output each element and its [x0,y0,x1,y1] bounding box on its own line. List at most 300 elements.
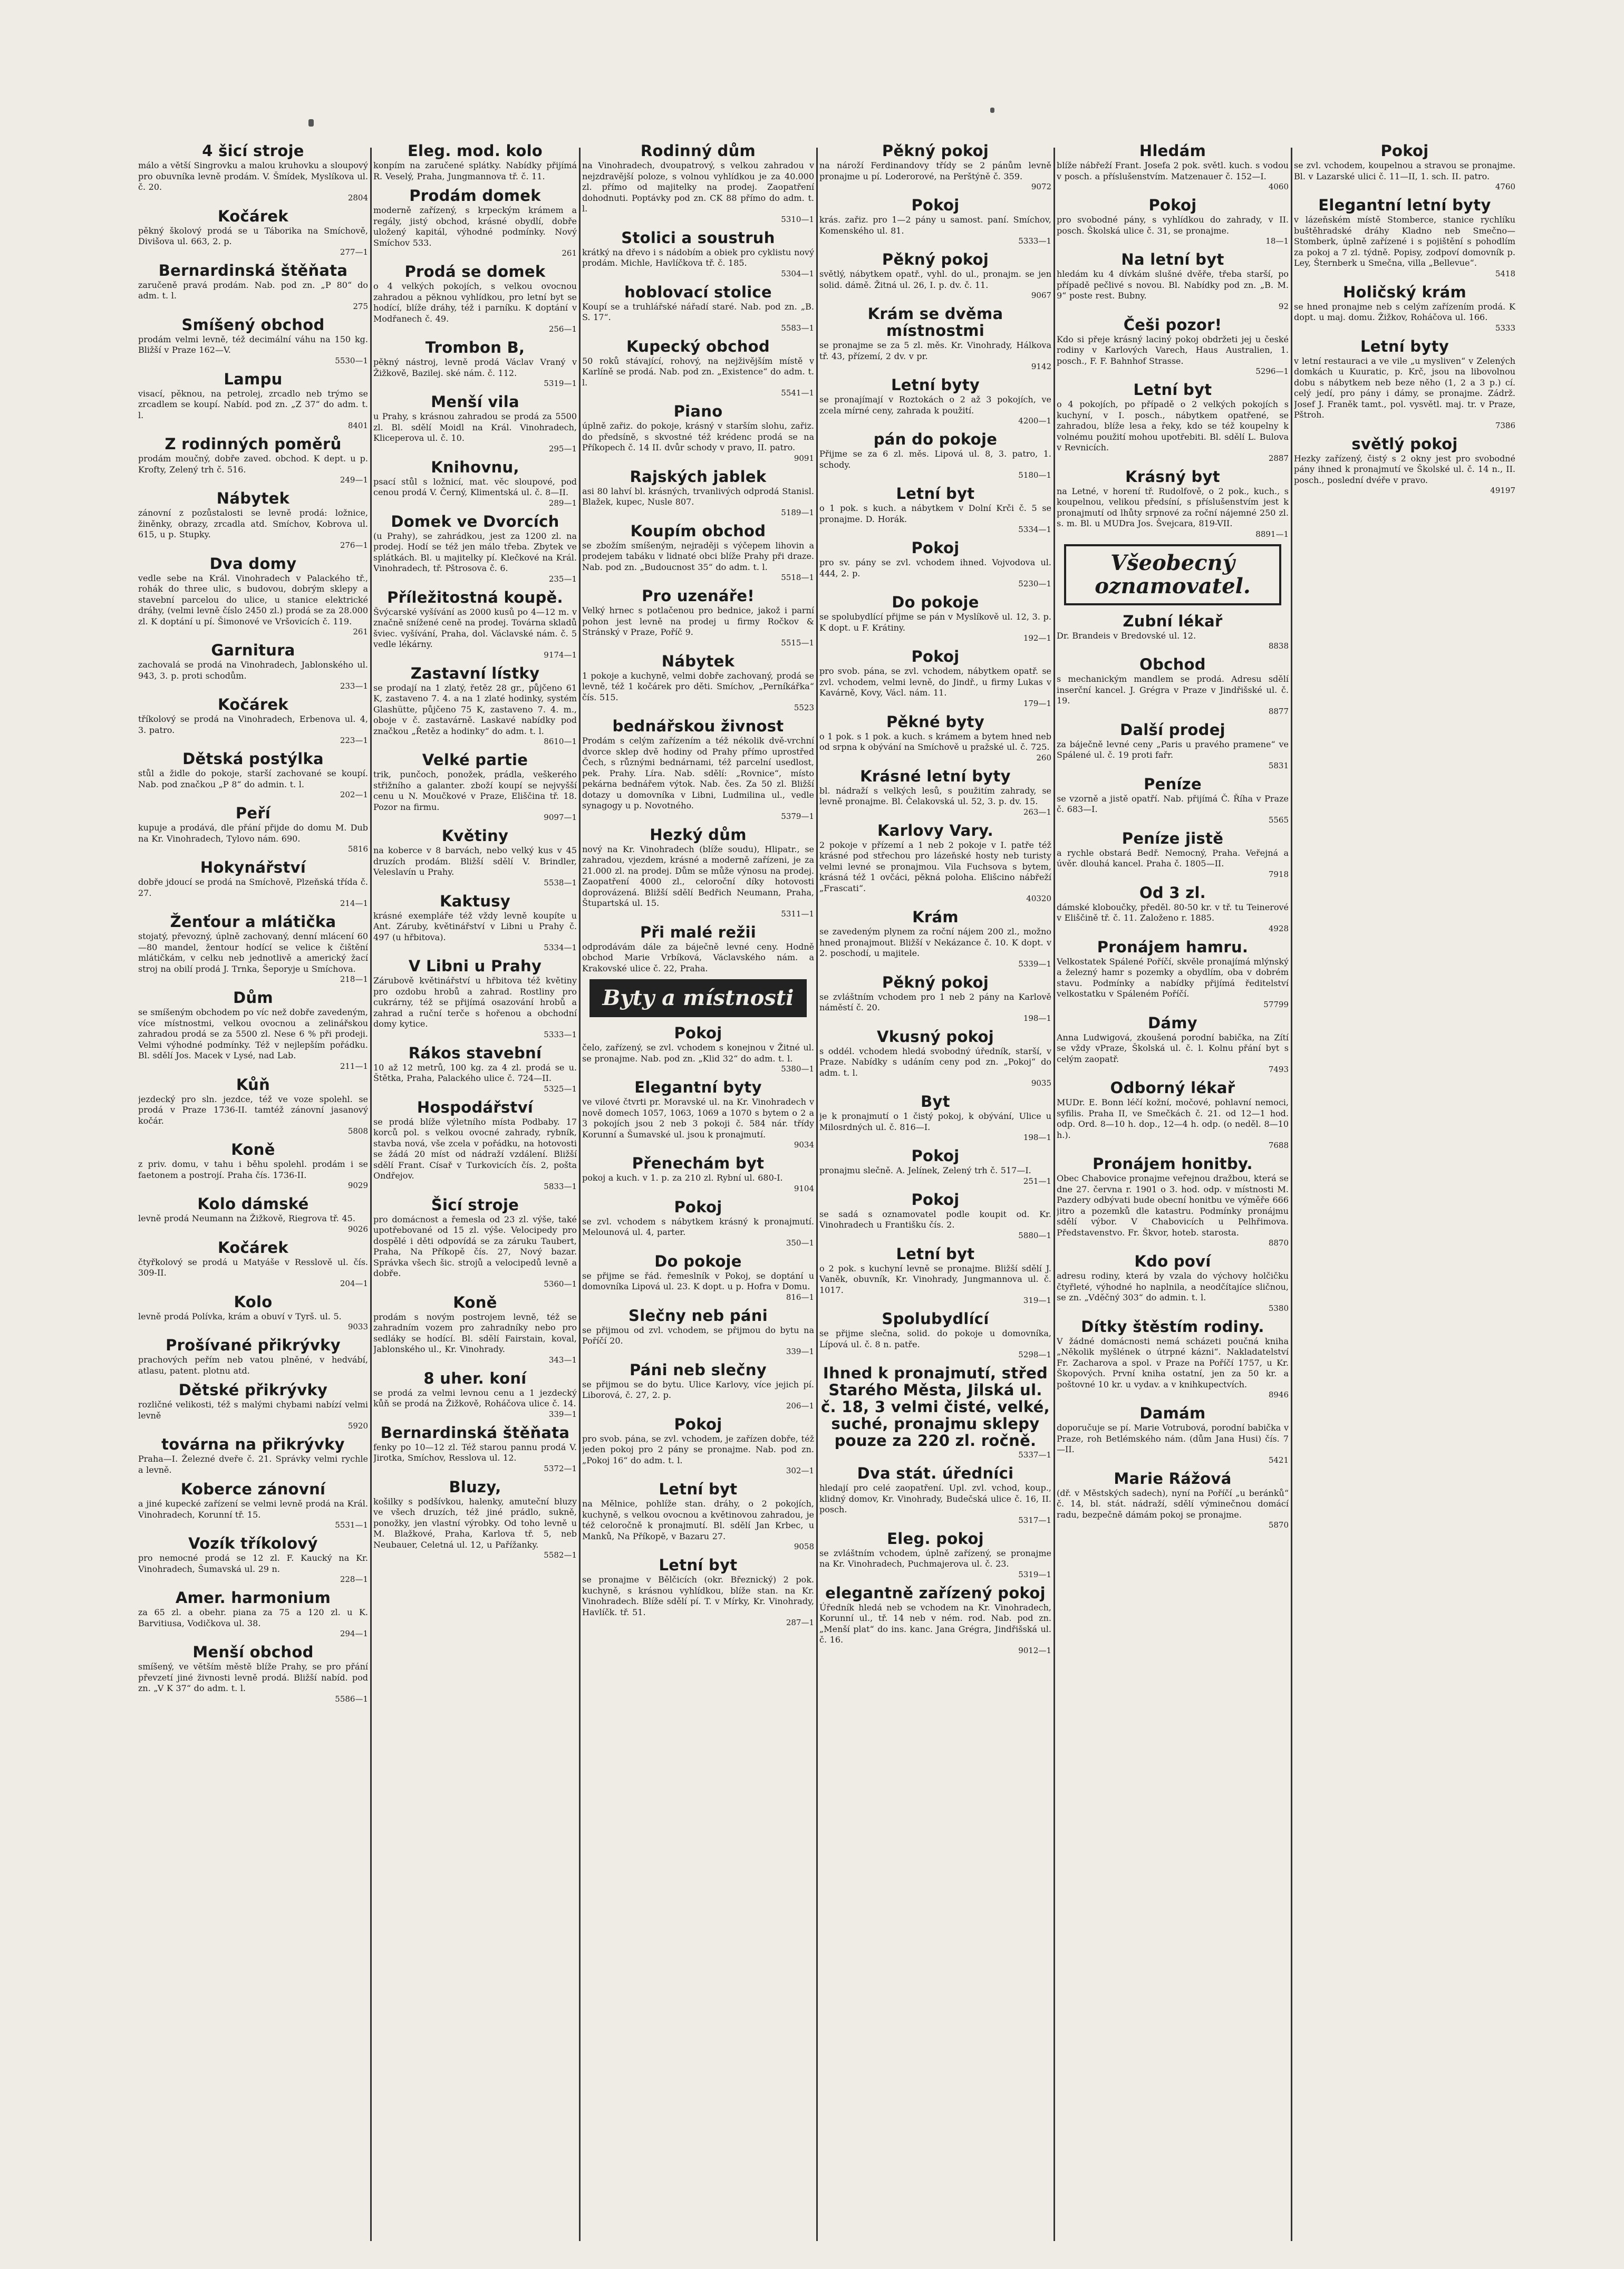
ad-reference-number: 40320 [1026,894,1051,903]
ad-headline: továrna na přikrývky [161,1435,345,1453]
ad-reference-number: 263—1 [1023,807,1051,817]
ad-reference-number: 5523 [794,703,814,712]
ad-text: Prodám s celým zařízením a též nékolik dvě-vrchní dvorce sklep dvě hodiny od Prahy přímo uprostřed Čech, s různými bednárnami, též parcelní usedlost, pek. Prahy. Líra. Nab. sdělí: „Rovnice“, místo pekárna bednářem výtok. Nab. čes. Za 50 zl. Bližší dotazy u domovníka v Libni, Ludmilina ul., vedle synagogy u p. Novotného. [582,736,814,810]
ad-text: světlý, nábytkem opatř., vyhl. do ul., pronajm. se jen solid. dámě. Žitná ul. 26, I. p. dv. č. 11. [819,269,1051,290]
ad-reference-number: 202—1 [340,790,368,799]
ad-headline: Příležitostná koupě. [387,588,563,606]
classified-ad [1057,1405,1289,1465]
classified-ad [1294,338,1515,430]
ad-text: o 2 pok. s kuchyní levně se pronajme. Bližší sdělí J. Vaněk, obuvník, Kr. Vinohrady, Jungmannova ul. č. 1017. [819,1263,1051,1295]
ad-reference-number: 214—1 [340,899,368,908]
ad-reference-number: 5816 [347,844,368,854]
ad-reference-number: 5920 [347,1421,368,1431]
ad-text: 10 až 12 metrů, 100 kg. za 4 zl. prodá se u. Štětka, Praha, Palackého ulice č. 724—II. [373,1062,577,1083]
classified-ad [138,1293,368,1332]
classified-ad [373,1196,577,1289]
classified-ad [582,229,814,278]
ad-reference-number: 5230—1 [1018,579,1051,588]
ad-reference-number: 5582—1 [544,1550,577,1560]
classified-ad [138,1436,368,1475]
ad-text: pro nemocné prodá se 12 zl. F. Kaucký na Kr. Vinohradech, Šumavská ul. 29 n. [138,1553,368,1574]
ad-text: V žádné domácnosti nemá scházeti poučná kniha „Několik myšlének o útrpné kázni“. Nakladatelství Fr. Zacharova a spol. v Praze na Poříčí 1757, u Kr. Škopových. První kniha ostatní, jen za 50 kr. a poštovné 10 kr. u vydav. a v knihkupectvích. [1057,1336,1289,1389]
ad-text: moderně zařízený, s krpeckým krámem a regály, jistý obchod, krásné obydlí, dobře uložený kapitál, výhodné podmínky. Nový Smíchov 533. [373,205,577,248]
ad-column-3 [582,142,814,2241]
ad-headline: Dítky štěstím rodiny. [1081,1317,1264,1336]
classified-ad [1057,776,1289,825]
ad-headline: pán do pokoje [873,430,998,448]
ad-text: pro svob. pána, se zvl. vchodem, nábytkem opatř. se zvl. vchodem, velmi levně, do Jindř., u firmy Lukas v Kavárně, Kovy, Václ. nám. 11. [819,666,1051,698]
ad-text: prodám moučný, dobře zaved. obchod. K dept. u p. Krofty, Zelený trh č. 516. [138,453,368,475]
ad-headline: Nábytek [661,652,735,670]
ad-headline: Prodám domek [409,187,541,205]
ad-headline: Pokoj [911,1147,960,1165]
classified-ad [582,1253,814,1302]
ad-text: visací, pěknou, na petrolej, zrcadlo neb trýmo se zrcadlem se koupí. Nabíd. pod zn. „Z 37“ do adm. t. l. [138,388,368,420]
classified-ad [582,1155,814,1193]
ad-reference-number: 5530—1 [335,355,368,365]
ad-headline: Pěkné byty [886,712,985,731]
classified-ad [582,1079,814,1150]
ad-headline: Dětské přikrývky [178,1381,328,1399]
ad-reference-number: 2804 [347,192,368,202]
classified-ad [373,339,577,388]
ad-reference-number: 5421 [1268,1455,1289,1465]
ad-text: se pronajímají v Roztokách o 2 až 3 pokojích, ve zcela mírné ceny, zahrada k použití. [819,394,1051,416]
ad-reference-number: 8891—1 [1255,529,1289,539]
classified-ad [373,827,577,887]
classified-ad [582,587,814,648]
ad-reference-number: 9012—1 [1018,1645,1051,1655]
classified-ad [373,1424,577,1473]
ad-text: MUDr. E. Bonn léčí kožní, močové, pohlavní nemoci, syfilis. Praha II, ve Smečkách č. 21. od 12—1 hod. odp. Ord. 8—10 h. dop., 12—4 h. odp. (o neděl. 8—10 h.). [1057,1097,1289,1140]
ad-headline: Slečny neb páni [629,1306,768,1325]
ad-headline: Ihned k pronajmutí, střed Starého Města, Jilská ul. č. 18, 3 velmi čisté, velké, suché, pronajmu sklepy pouze za 220 zl. ročně. [821,1364,1050,1450]
ad-reference-number: 57799 [1263,999,1289,1009]
ad-reference-number: 4060 [1268,182,1289,191]
ad-reference-number: 5339—1 [1018,959,1051,969]
ad-text: fenky po 10—12 zl. Též starou pannu prodá V. Jirotka, Smíchov, Resslova ul. 12. [373,1442,577,1463]
ad-reference-number: 4760 [1495,182,1515,191]
ad-reference-number: 9033 [347,1322,368,1331]
classified-ad [1057,468,1289,539]
classified-ad [582,284,814,333]
ad-headline: Menší vila [431,393,519,411]
ad-reference-number: 179—1 [1023,698,1051,708]
classified-ad [1294,436,1515,496]
ad-reference-number: 5583—1 [781,323,814,333]
classified-ad [819,713,1051,762]
ad-headline: Letní byty [891,376,980,394]
ad-reference-number: 5334—1 [1018,525,1051,534]
ad-headline: Do pokoje [654,1252,742,1270]
ad-text: s oddél. vchodem hledá svobodný úředník, starší, v Praze. Nabídky s udáním ceny pod zn. „Pokoj“ do adm. t. l. [819,1046,1051,1078]
ad-reference-number: 4928 [1268,923,1289,933]
classified-ad [819,822,1051,904]
column-rule [1291,148,1292,2241]
ad-text: je k pronajmutí o 1 čistý pokoj, k obývání, Ulice u Milosrdných ul. č. 816—I. [819,1111,1051,1132]
ad-reference-number: 249—1 [340,475,368,485]
ad-headline: Trombon B, [425,339,525,356]
ad-headline: Karlovy Vary. [877,821,993,839]
classified-ad [582,826,814,919]
ad-headline: Garnitura [211,641,295,659]
ad-text: o 4 velkých pokojích, s velkou ovocnou zahradou a pěknou vyhlídkou, pro letní byt se hodící, blíže dráhy, též i parníku. K doptání v Modřanech č. 49. [373,281,577,324]
ad-text: smíšený, ve větším městě blíže Prahy, se pro přání převzetí jiné živnosti levně prodá. Bližší nabíd. pod zn. „V K 37“ do adm. t. l. [138,1662,368,1693]
classified-ad [138,750,368,799]
ad-reference-number: 275 [353,301,368,311]
classified-ad [582,653,814,713]
ad-headline: Rodinný dům [640,142,756,160]
ad-headline: Elegantní letní byty [1318,196,1491,214]
ad-text: levně prodá Polívka, krám a obuví v Tyrš. ul. 5. [138,1311,342,1321]
ad-text: nový na Kr. Vinohradech (blíže soudu), Hlipatr., se zahradou, vjezdem, krásné a moderně zařízeni, je za 21.000 zl. na prodej. Dům se může výnosu na prodej. Zaopatření 4000 zl., celoroční díky hotovosti doprovázená. Bližší sdělí Bedřich Neumann, Praha, Štupartská ul. 15. [582,844,814,908]
ad-headline: Eleg. mod. kolo [407,142,543,160]
ad-text: psací stůl s ložnicí, mat. věc sloupové, pod cenou prodá V. Černý, Klimentská ul. č. 8—II. [373,476,577,497]
classified-ad [819,974,1051,1023]
ad-text: se zvláštním vchodem pro 1 neb 2 pány na Karlově náměstí č. 20. [819,991,1051,1012]
classified-ad [819,1310,1051,1359]
ad-text: konpím na zaručené splátky. Nabídky přijímá R. Veselý, Praha, Jungmannova tř. č. 11. [373,160,577,181]
ad-reference-number: 5831 [1268,760,1289,770]
ad-text: dámské kloboučky, předěl. 80-50 kr. v tř. tu Teinerové v Eliščině tř. č. 11. Založeno r. 1885. [1057,902,1289,923]
ad-headline: Holičský krám [1342,283,1467,301]
ad-text: dobře jdoucí se prodá na Smíchově, Plzeňská třída č. 27. [138,877,368,898]
classified-ad [582,1199,814,1248]
ad-headline: Peníze [1144,775,1202,793]
ad-text: na Vinohradech, dvoupatrový, s velkou zahradou v nejzdravější poloze, s volnou vyhlídkou je za 40.000 zl. přímo od majitelky na prodej. Zaopatření dohodnuti. Poptávky pod zn. CK 88 přímo do adm. t. l. [582,160,814,214]
classified-ad [819,539,1051,588]
ad-text: prodám s novým postrojem levně, též se zahradním vozem pro zahradníky nebo pro sedláky se hodící. Bl. sdělí Fairstain, koval, Jablonského ul., Kr. Vinohrady. [373,1311,577,1354]
classified-ad [373,393,577,453]
ad-headline: Pronájem honitby. [1093,1155,1253,1173]
ad-headline: Koupím obchod [630,522,766,540]
classified-ad [138,642,368,691]
classified-ad [819,1245,1051,1306]
ad-headline: Peníze jistě [1122,829,1224,847]
ad-text: se zvl. vchodem s nábytkem krásný k pronajmutí. Melounová ul. 4, parter. [582,1216,814,1237]
ad-headline: Kaktusy [439,892,511,910]
ad-text: za 65 zl. a obehr. piana za 75 a 120 zl. u K. Barvitiusa, Vodičkova ul. 38. [138,1607,368,1628]
ad-reference-number: 9026 [347,1224,368,1234]
classified-ad [582,1362,814,1411]
ad-reference-number: 5538—1 [544,877,577,887]
ad-reference-number: 816—1 [786,1292,814,1302]
classified-ad [138,262,368,311]
ad-reference-number: 7493 [1268,1065,1289,1074]
ad-reference-number: 8877 [1268,706,1289,716]
ad-reference-number: 251—1 [1023,1176,1051,1186]
ad-headline: Zubní lékař [1123,612,1223,630]
ad-reference-number: 5333—1 [544,1029,577,1039]
ad-text: se hned pronajme neb s celým zařízením prodá. K dopt. u maj. domu. Žižkov, Roháčova ul. 166. [1294,301,1515,322]
column-rule [816,148,818,2241]
ad-headline: Spolubydlící [882,1310,989,1328]
ad-text: se prodají na 1 zlatý, řetěz 28 gr., půjčeno 61 K, zastaveno 7. 4. a na 1 zlaté hodinky, systém Glashütte, půjčeno 75 K, zastaveno 7. 4. m., oboje v č. zastavárně. Laskavé nabídky pod značkou „Řetěz a hodinky“ do adm. t. l. [373,682,577,736]
ad-text: pro svob. pána, se zvl. vchodem, je zařízen dobře, též jeden pokoj pro 2 pány se pronajme. Nab. pod zn. „Pokoj 16“ do adm. t. l. [582,1433,814,1465]
ad-text: rozličné velikosti, též s malými chybami nabízí velmi levně [138,1399,368,1421]
classified-ad [138,1337,368,1376]
ad-headline: Kočárek [217,207,288,225]
classified-ad [138,859,368,908]
ad-reference-number: 343—1 [548,1355,577,1365]
classified-ad [373,1045,577,1094]
ad-reference-number: 4200—1 [1018,416,1051,426]
ad-text: na Letné, v horení tř. Rudolfově, o 2 pok., kuch., s koupelnou, velikou předsíní, s příslušenstvím jest k pronajmutí od lhůty srpnové za roční nájemné 250 zl. s. m. Bl. u MUDra Jos. Švejcara, 819-VII. [1057,486,1289,528]
ad-headline: Letní byty [1360,337,1449,355]
ad-reference-number: 5833—1 [544,1181,577,1191]
classified-ad [138,1382,368,1431]
ad-headline: Letní byt [896,1244,975,1263]
ad-reference-number: 5298—1 [1018,1350,1051,1359]
classified-ad [1294,197,1515,278]
classified-ad [373,589,577,660]
ad-reference-number: 5379—1 [781,811,814,821]
ad-text: Velkostatek Spálené Poříčí, skvěle pronajímá mlýnský a železný hamr s pozemky a obydlím, oba v dobrém stavu. Podmínky a nabídky přijímá ředitelství velkostatku v Spáleném Poříčí. [1057,956,1289,999]
ad-headline: Krásné letní byty [860,767,1011,785]
ad-reference-number: 260 [1036,752,1051,762]
ad-headline: 8 uher. koní [423,1369,527,1387]
ad-headline: Vkusný pokoj [877,1027,994,1046]
ad-headline: Kolo dámské [197,1195,309,1213]
classified-ad [138,1644,368,1704]
classified-ad [138,555,368,637]
ad-reference-number: 9174—1 [544,650,577,660]
ad-headline: Dva domy [209,554,297,573]
ad-text: trik, punčoch, ponožek, prádla, veškerého střižního a galanter. zboží koupí se nejvyšší cenu u N. Moučkové v Praze, Eliščina tř. 18. Pozor na firmu. [373,769,577,812]
ad-reference-number: 8401 [347,421,368,430]
ad-text: levně prodá Neumann na Žižkově, Riegrova tř. 45. [138,1213,355,1223]
ad-headline: hoblovací stolice [624,283,772,301]
ad-headline: Hospodářství [417,1098,534,1116]
ad-headline: Hezký dům [650,825,747,844]
ad-reference-number: 9097—1 [544,813,577,822]
ad-text: hledají pro celé zaopatření. Upl. zvl. vchod, koup., klidný domov, Kr. Vinohrady, Budečská ulice č. 16, II. posch. [819,1483,1051,1514]
ad-headline: Koně [453,1293,497,1311]
ad-column-1 [138,142,368,2241]
ad-text: s mechanickým mandlem se prodá. Adresu sdělí inserční kancel. J. Grégra v Praze v Jindřišské ul. č. 19. [1057,674,1289,706]
ad-reference-number: 218—1 [340,974,368,984]
ad-reference-number: 5880—1 [1018,1230,1051,1240]
ad-reference-number: 18—1 [1265,236,1289,246]
ad-reference-number: 9029 [347,1181,368,1190]
ad-reference-number: 233—1 [340,681,368,691]
ad-headline: Odborný lékař [1110,1079,1235,1097]
ad-text: kupuje a prodává, dle přání přijde do domu M. Dub na Kr. Vinohradech, Tylovo nám. 690. [138,823,368,844]
ad-text: pěkný školový prodá se u Táborika na Smíchově, Divišova ul. 663, 2. p. [138,225,368,246]
ad-reference-number: 287—1 [786,1618,814,1627]
ad-headline: Velké partie [422,751,528,769]
classified-ad [138,1239,368,1288]
classified-ad [582,1481,814,1551]
ad-text: v lázeňském místě Stomberce, stanice rychlíku buštěhradské dráhy Kladno neb Smečno—Stomberk, úplně zařízené i s pojištění s pohodlím za pokoj a 7 zl. týdně. Popisy, zodpoví domovník p. Ley, Šternberk u Smečna, villa „Bellevue“. [1294,215,1515,268]
ad-reference-number: 7918 [1268,869,1289,879]
classified-ad [582,718,814,821]
ad-reference-number: 211—1 [340,1061,368,1071]
ad-text: zánovní z pozůstalosti se levně prodá: ložnice, žiněnky, obrazy, zrcadla atd. Smíchov, Kobrova ul. 615, u p. Stupky. [138,508,368,539]
ad-text: se přijmou se do bytu. Ulice Karlovy, více jejich pí. Liborová, č. 27, 2. p. [582,1379,814,1400]
ad-text: se prodá blíže výletního místa Podbaby. 17 korců pol. s velkou ovocné zahrady, rybník, stavba nová, vše zcela v pořádku, na hotovosti se žádá 20 míst od nádraží vzdálení. Bližší sdělí Frant. Císař v Turkovicích čís. 2, pošta Ondřejov. [373,1116,577,1181]
classified-ad [582,924,814,974]
ad-text: (dř. v Městských sadech), nyní na Poříčí „u beránků“ č. 14, bl. stát. nádraží, sdělí výminečnou domácí radu, bezpečně dámám pokoj se pronajme. [1057,1488,1289,1520]
ad-headline: Pro uzenáře! [642,587,755,605]
classified-ad [1057,939,1289,1009]
classified-ad [373,459,577,508]
ad-reference-number: 7688 [1268,1141,1289,1150]
ad-headline: Pronájem hamru. [1097,938,1249,956]
ad-text: Koupí se a truhlářské nářadí staré. Nab. pod zn. „B. S. 17“. [582,301,814,322]
section-banner: Všeobecný oznamovatel. [1064,544,1281,605]
ad-text: se přijmou od zvl. vchodem, se přijmou do bytu na Poříčí 20. [582,1325,814,1346]
ad-reference-number: 319—1 [1023,1296,1051,1305]
classified-ad [819,909,1051,969]
ad-text: Švýcarské vyšívání as 2000 kusů po 4—12 m. v značně snížené ceně na prodej. Továrna skladů šviec. vyšívání, Praha, dol. Václavské nám. č. 5 vedle lékárny. [373,606,577,649]
ad-reference-number: 92 [1278,301,1289,311]
ad-text: čtyřkolový se prodá u Matyáše v Resslově ul. čís. 309-II. [138,1257,368,1278]
ad-text: adresu rodiny, která by vzala do výchovy holčičku čtyřleté, výhodné ho naplnila, a neodčítajíce sličnou, se zn. „Vděčný 303“ do admin. t. l. [1057,1271,1289,1302]
ad-reference-number: 5515—1 [781,638,814,648]
ad-reference-number: 5333 [1495,323,1515,333]
ad-reference-number: 339—1 [548,1409,577,1419]
ad-reference-number: 5317—1 [1018,1515,1051,1525]
ad-headline: Na letní byt [1121,250,1224,268]
classified-ad [819,431,1051,480]
ad-headline: Hledám [1139,142,1206,160]
section-banner: Byty a místnosti [589,979,807,1017]
ad-reference-number: 5311—1 [781,909,814,919]
classified-ad [819,1585,1051,1655]
classified-ad [582,523,814,583]
ad-headline: Květiny [441,827,509,845]
ad-headline: Koně [231,1141,275,1158]
classified-ad [582,403,814,463]
ad-headline: Letní byt [659,1556,738,1574]
ad-text: na nároží Ferdinandovy třídy se 2 pánům levně pronajme u pí. Loderorové, na Perštýně č. 359. [819,160,1051,181]
ad-text: Úředník hledá neb se vchodem na Kr. Vinohradech, Korunní ul., tř. 14 neb v ném. rod. Nab. pod zn. „Menší plat“ do ins. kanc. Jana Grégra, Jindřišská ul. č. 16. [819,1602,1051,1645]
ad-headline: Pokoj [1148,196,1197,214]
ad-reference-number: 9091 [794,453,814,463]
ad-headline: Prošívané přikrývky [166,1336,341,1354]
ad-text: jezdecký pro sln. jezdce, též ve voze spolehl. se prodá v Praze 1736-II. tamtéž zánovní jasanový kočár. [138,1094,368,1126]
ad-headline: Dámy [1148,1013,1197,1032]
classified-ad [1057,1079,1289,1150]
classified-ad [373,513,577,584]
ad-headline: Eleg. pokoj [887,1529,984,1548]
ad-reference-number: 7386 [1495,420,1515,430]
classified-ad [138,208,368,257]
ad-text: pokoj a kuch. v 1. p. za 210 zl. Rybní ul. 680-I. [582,1173,783,1183]
classified-ad [373,893,577,953]
ad-text: na koberce v 8 barvách, nebo velký kus v 45 druzích prodám. Bližší sdělí V. Brindler, Veleslavín u Prahy. [373,845,577,877]
ad-headline: Páni neb slečny [629,1360,767,1379]
ad-reference-number: 9035 [1031,1078,1051,1088]
ad-headline: Bernardinská štěňata [380,1423,570,1442]
classified-ad [582,1416,814,1476]
ad-headline: Marie Rážová [1114,1469,1232,1488]
ad-reference-number: 5372—1 [544,1463,577,1473]
classified-ad [138,913,368,984]
classified-ad [819,594,1051,643]
ad-headline: Kočárek [217,696,288,713]
ad-text: prachových peřím neb vatou plněné, v hedvábí, atlasu, patent. plotnu atd. [138,1355,368,1376]
ad-text: košilky s podšívkou, halenky, amuteční bluzy ve všech druzích, též jiné prádlo, sukně, ponožky, jen vlastní výrobky. Od toho levně u M. Blažkové, Praha, Karlova tř. 5, neb Neubauer, Celetná ul. 12, u Pařížanky. [373,1496,577,1550]
classified-ad [1057,1318,1289,1400]
ad-headline: Krám [912,908,959,926]
classified-ad [819,485,1051,534]
ad-text: se prodá za velmi levnou cenu a 1 jezdecký kůň se prodá na Žižkově, Roháčova ulice č. 14. [373,1387,577,1408]
ad-text: (u Prahy), se zahrádkou, jest za 1200 zl. na prodej. Hodí se též jen málo třeba. Zbytek ve splátkách. Bl. u majitelky pí. Klečkové na Král. Vinohradech, tř. Pštrosova č. 6. [373,530,577,573]
ad-headline: Piano [673,402,723,420]
classified-ad [819,142,1051,191]
ad-text: v letní restauraci a ve vile „u mysliven“ v Zelených domkách u Kuuratic, p. Krč, jsou na libovolnou dobu s nábytkem neb beze něho (1, 2 a 3 p.) cí. celý jedí, pro pány i dámy, se pronajme. Zádrž. Josef J. Franěk tamt., pol. vysvětl. maj. tr. v Praze, Pštroh. [1294,355,1515,420]
ad-headline: Od 3 zl. [1139,883,1206,902]
ad-headline: Pokoj [674,1415,722,1433]
ad-text: Dr. Brandeis v Bredovské ul. 12. [1057,630,1196,641]
ad-reference-number: 339—1 [786,1346,814,1356]
classified-ad [582,1307,814,1356]
classified-ad [819,1093,1051,1142]
ad-text: se spolubydlící přijme se pán v Myslíkově ul. 12, 3. p. K dopt. u F. Krátiny. [819,612,1051,633]
ad-text: blíže nábřeží Frant. Josefa 2 pok. světl. kuch. s vodou v posch. a příslušenstvím. Matzenauer č. 152—I. [1057,160,1289,181]
ad-reference-number: 276—1 [340,540,368,550]
ad-headline: Letní byt [659,1480,738,1498]
ad-headline: Prodá se domek [404,263,546,281]
ad-text: se přijme se řád. řemeslník v Pokoj, se doptání u domovníka Lipová ul. 23. K dopt. u p. Hofra v Domu. [582,1270,814,1291]
ad-headline: Rákos stavební [408,1044,542,1062]
ad-reference-number: 261 [353,627,368,636]
ad-headline: Pokoj [911,648,960,665]
ad-headline: Dva stát. úředníci [857,1464,1014,1482]
ad-text: Zárubově květinářství u hřbitova též květiny pro ozdobu hrobů a zahrad. Rostliny pro cukrárny, též se přijímá osazování hrobů a zahrad a ruční terče s hořenou a obchodní domy kytice. [373,976,577,1029]
ad-reference-number: 5325—1 [544,1084,577,1094]
ad-headline: Domek ve Dvorcích [391,512,559,530]
classified-ad [138,805,368,854]
ad-headline: Bernardinská štěňata [158,261,348,279]
ad-reference-number: 9104 [794,1183,814,1193]
ad-column-6 [1294,142,1515,2241]
ad-text: prodám velmi levně, též decimální váhu na 150 kg. Bližší v Praze 162—V. [138,334,368,355]
ad-reference-number: 2887 [1268,453,1289,463]
ad-reference-number: 9067 [1031,291,1051,300]
ad-text: Anna Ludwigová, zkoušená porodní babička, na Zítí se vždy vPraze, Školská ul. č. l. Kolnu přání byt s celým zaopatř. [1057,1032,1289,1064]
ad-text: z priv. domu, v tahu i běhu spolehl. prodám i se faetonem a postrojí. Praha čís. 1736-II. [138,1159,368,1180]
ad-text: o 4 pokojích, po případě o 2 velkých pokojích s kuchyní, v I. posch., nábytkem opatřené, se zahradou, blíže lesa a řeky, kdo se též koupelny k volnému použití mohou upotřebiti. Bl. sdělí L. Bulova v Revnicích. [1057,399,1289,452]
classified-ad [373,1099,577,1191]
ad-reference-number: 9034 [794,1140,814,1150]
ad-text: Obec Chabovice pronajme veřejnou dražbou, která se dne 27. června r. 1901 o 3. hod. odp. v místnosti M. Pazdery odbývati bude obecní honitbu ve výměře 666 jitro a pozemků dle katastru. Podmínky pronájmu sdělí výbor. V Chabovicích u Pelhřimova. Představenstvo. Fr. Škvor, hoteb. starosta. [1057,1173,1289,1238]
ad-headline: Češi pozor! [1123,315,1222,334]
classified-ad [1057,142,1289,191]
ad-headline: Do pokoje [892,593,979,611]
classified-ad [138,696,368,745]
ad-headline: Byt [921,1093,950,1111]
ad-reference-number: 5808 [347,1126,368,1136]
ad-text: asi 80 lahví bl. krásných, trvanlivých odprodá Stanisl. Blažek, kupec, Nusle 807. [582,486,814,507]
ad-reference-number: 5586—1 [335,1694,368,1704]
column-rule [1053,148,1055,2241]
ad-headline: Rajských jablek [630,467,767,486]
classified-ad [1294,142,1515,191]
ad-headline: Elegantní byty [634,1078,762,1096]
ad-text: pro domácnost a řemesla od 23 zl. výše, také upotřebované od 15 zl. výše. Velocipedy pro dospělé i děti odpovídá se za záruku Taubert, Praha, Na Příkopě čís. 27, Nový bazar. Správka všech šic. strojů a velocipedů levně a dobře. [373,1214,577,1278]
ad-headline: Pěkný pokoj [882,142,989,160]
ad-reference-number: 49197 [1490,486,1515,495]
classified-ad [138,1141,368,1190]
ad-reference-number: 228—1 [340,1575,368,1584]
ad-text: se pronajme v Bělčicích (okr. Březnický) 2 pok. kuchyně, s krásnou vyhlídkou, blíže stan. na Kr. Vinohradech. Blíže sdělí pí. T. v Mírky, Kr. Vinohrady, Havlíčk. tř. 51. [582,1575,814,1617]
ad-headline: Letní byt [1133,381,1212,399]
ad-reference-number: 5296—1 [1255,366,1289,376]
ad-reference-number: 9058 [794,1542,814,1551]
